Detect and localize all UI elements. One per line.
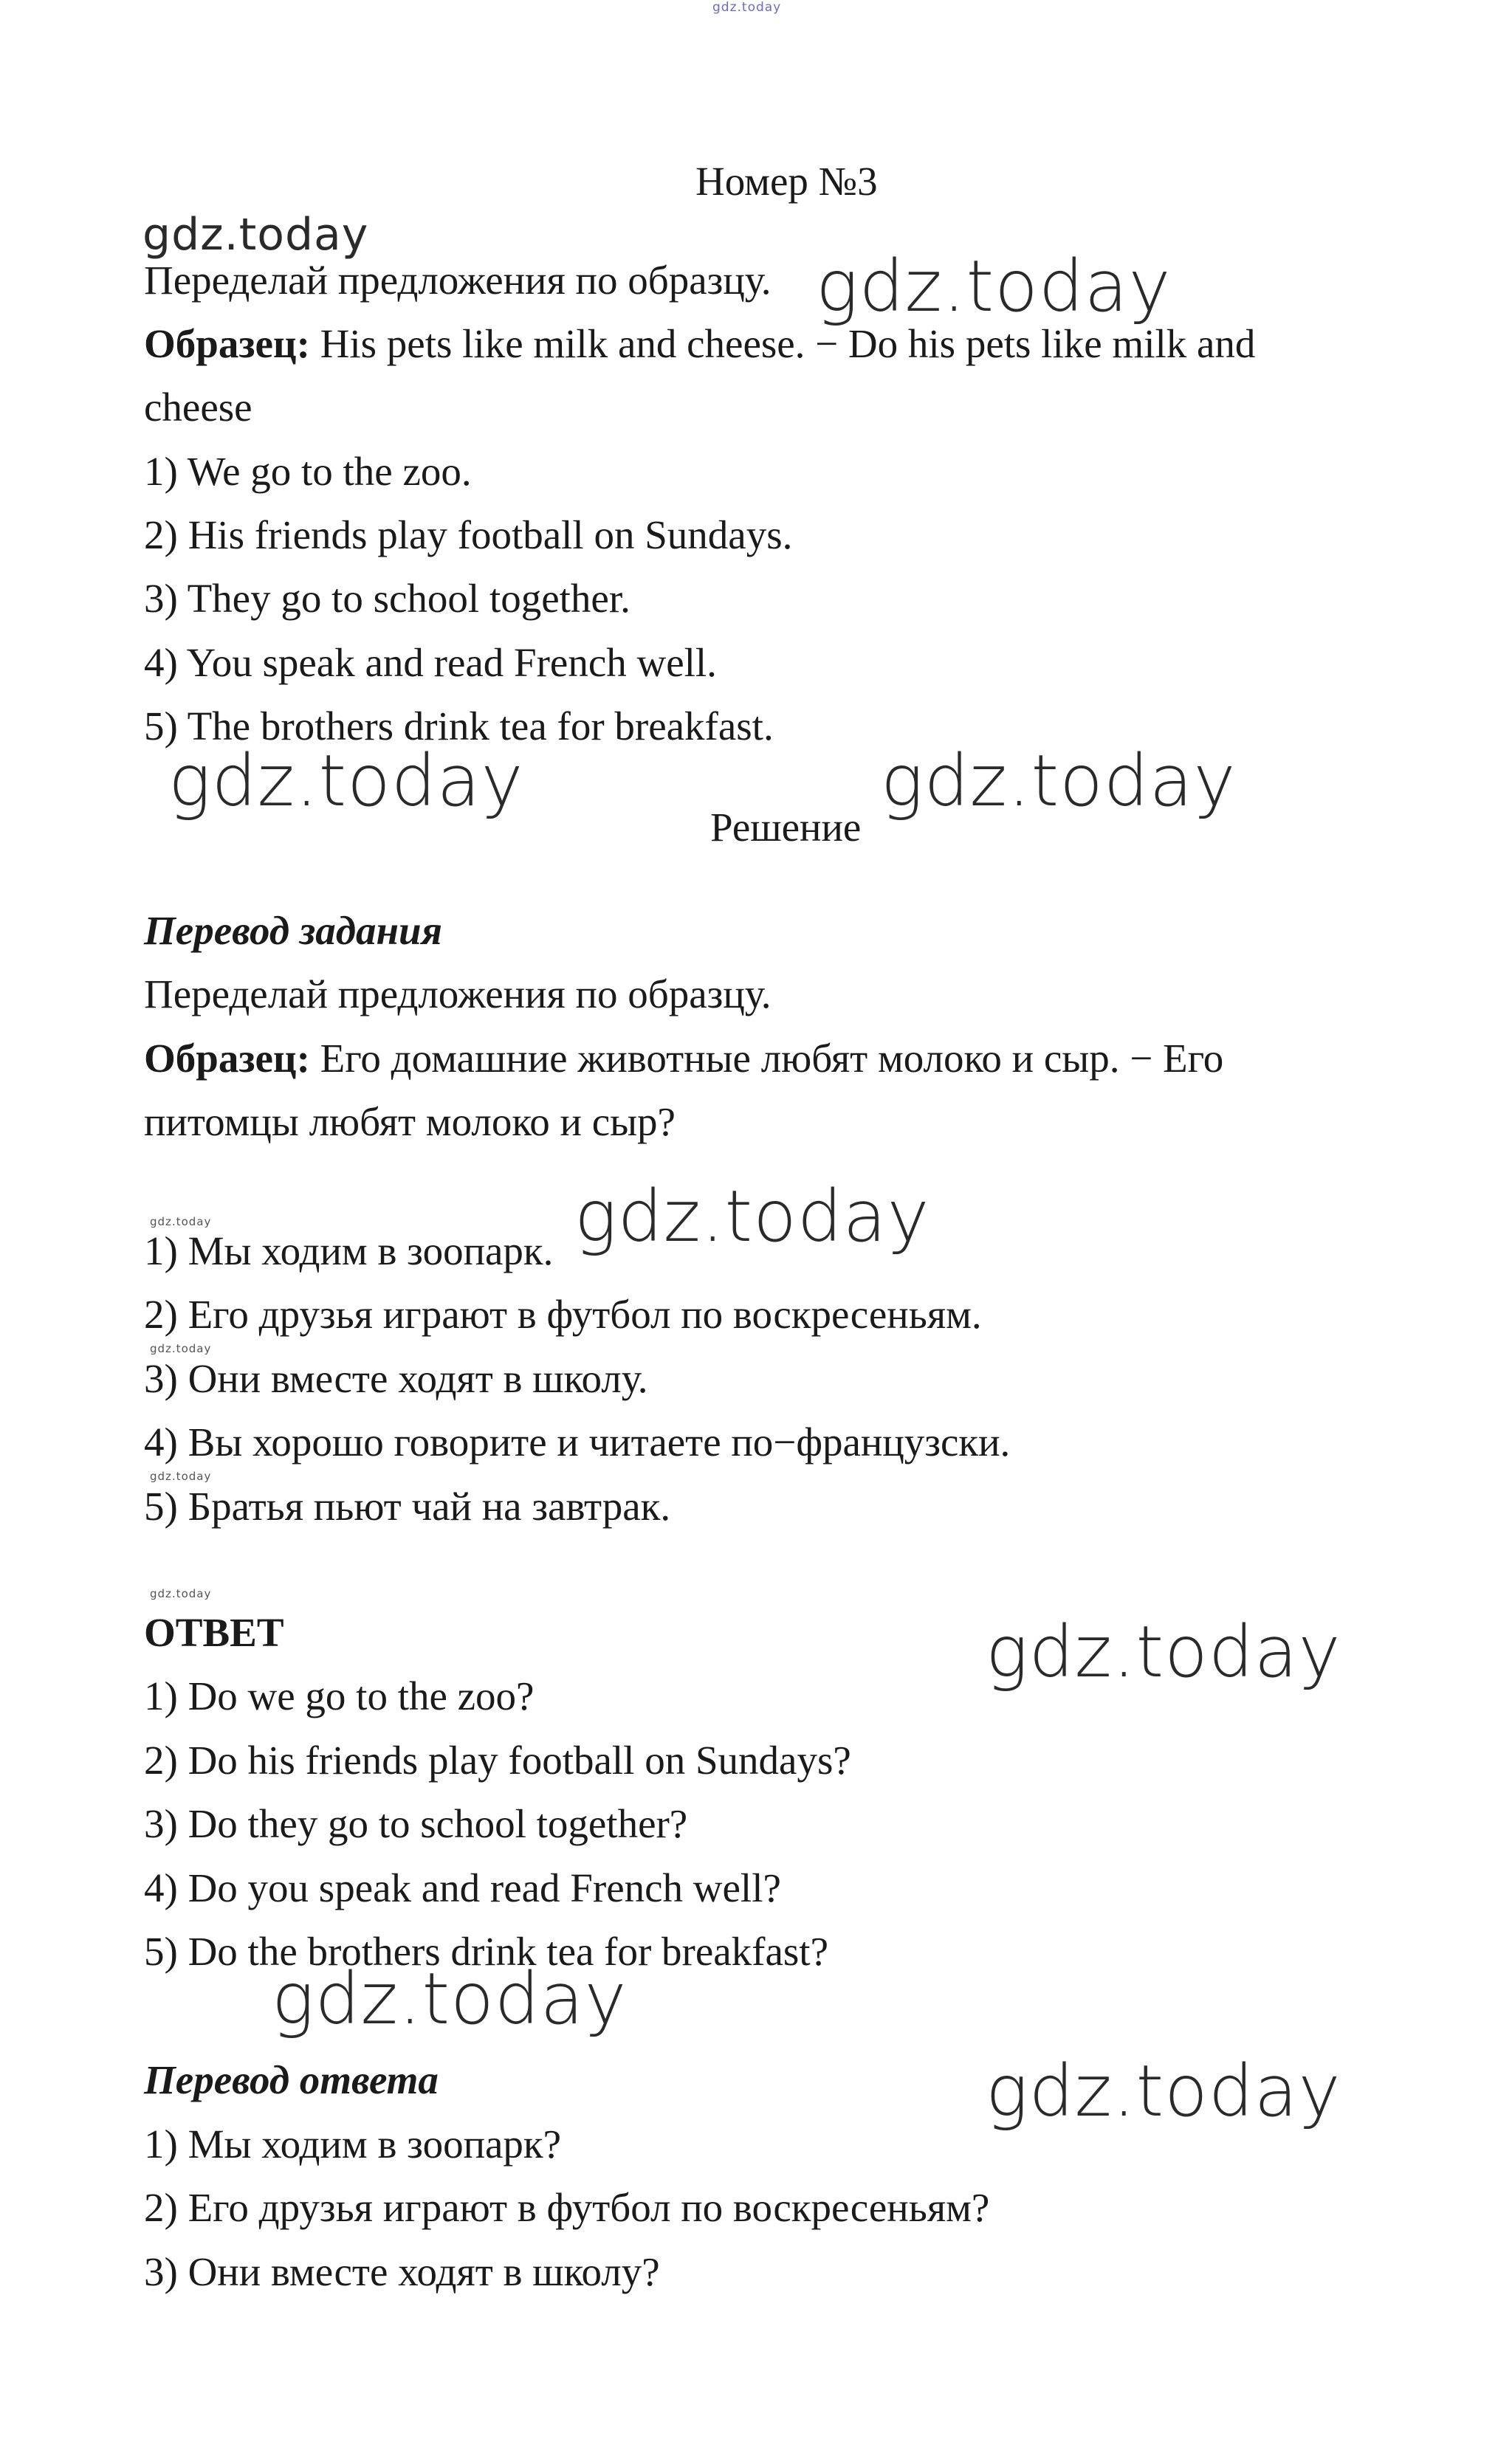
answer-heading: ОТВЕТ	[144, 1610, 284, 1655]
task-item: 4) You speak and read French well.	[144, 640, 717, 685]
sample-label: Образец:	[144, 1036, 310, 1081]
watermark-big: gdz.today	[574, 1175, 930, 1258]
translation-item: 4) Вы хорошо говорите и читаете по−французски.	[144, 1419, 1011, 1465]
watermark-big: gdz.today	[816, 245, 1172, 328]
task-item: 1) We go to the zoo.	[144, 449, 472, 494]
translation-instruction: Переделай предложения по образцу.	[144, 971, 772, 1016]
page-title: Номер №3	[695, 159, 878, 204]
watermark-tiny: gdz.today	[150, 1470, 212, 1483]
answer-item: 2) Do his friends play football on Sundays?	[144, 1738, 851, 1783]
answer-translation-item: 3) Они вместе ходят в школу?	[144, 2249, 660, 2294]
task-item: 3) They go to school together.	[144, 576, 631, 621]
answer-item: 4) Do you speak and read French well?	[144, 1865, 781, 1910]
answer-item: 1) Do we go to the zoo?	[144, 1673, 535, 1718]
solution-label: Решение	[710, 805, 862, 850]
watermark-tiny: gdz.today	[150, 1215, 212, 1228]
translation-item: 2) Его друзья играют в футбол по воскресеньям.	[144, 1292, 982, 1337]
sample-label: Образец:	[144, 321, 310, 366]
sample-text-1: Его домашние животные любят молоко и сыр. − Его	[309, 1036, 1224, 1081]
watermark-big: gdz.today	[986, 2050, 1341, 2133]
answer-item: 3) Do they go to school together?	[144, 1801, 688, 1846]
watermark-tiny: gdz.today	[150, 1342, 212, 1355]
answer-item: 5) Do the brothers drink tea for breakfast?	[144, 1929, 828, 1974]
translation-sample-continued: питомцы любят молоко и сыр?	[144, 1099, 676, 1144]
translation-item: 1) Мы ходим в зоопарк.	[144, 1228, 554, 1273]
watermark-big: gdz.today	[986, 1611, 1341, 1693]
answer-translation-heading: Перевод ответа	[144, 2057, 439, 2102]
task-item: 5) The brothers drink tea for breakfast.	[144, 703, 774, 749]
watermark-big: gdz.today	[881, 740, 1237, 822]
task-item: 2) His friends play football on Sundays.	[144, 512, 793, 557]
task-sample	[144, 323, 1255, 364]
watermark-top: gdz.today	[712, 0, 782, 15]
answer-translation-item: 2) Его друзья играют в футбол по воскресеньям?	[144, 2185, 990, 2230]
translation-item: 3) Они вместе ходят в школу.	[144, 1356, 648, 1401]
task-instruction: Переделай предложения по образцу.	[144, 258, 772, 303]
watermark-tiny: gdz.today	[150, 1587, 212, 1600]
sample-text-1: His pets like milk and cheese. − Do his pets like milk and	[309, 321, 1256, 366]
answer-translation-item: 1) Мы ходим в зоопарк?	[144, 2121, 562, 2167]
watermark-mid: gdz.today	[142, 209, 369, 261]
watermark-big: gdz.today	[168, 740, 524, 822]
watermark-big: gdz.today	[272, 1958, 628, 2040]
translation-heading: Перевод задания	[144, 908, 442, 953]
task-sample-continued: cheese	[144, 385, 252, 430]
translation-item: 5) Братья пьют чай на завтрак.	[144, 1484, 671, 1529]
translation-sample	[144, 1036, 1224, 1081]
